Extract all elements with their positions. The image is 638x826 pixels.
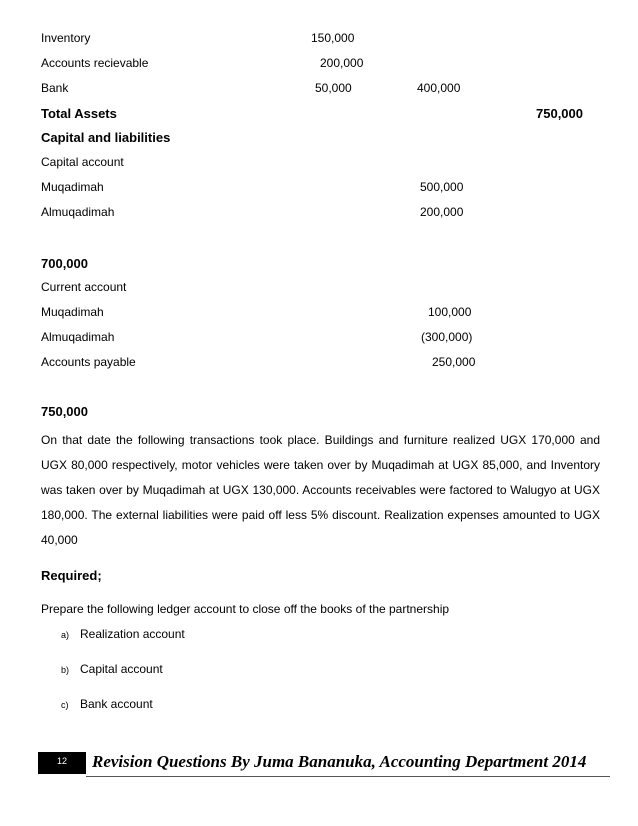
capital-almuqadimah-label: Almuqadimah xyxy=(41,205,115,219)
liabilities-subtotal: 750,000 xyxy=(41,404,88,419)
row-receivable-label: Accounts recievable xyxy=(41,56,149,70)
row-inventory-value: 150,000 xyxy=(311,31,355,45)
row-receivable-value: 200,000 xyxy=(320,56,364,70)
footer-page-number: 12 xyxy=(56,756,67,766)
task-b-text: Capital account xyxy=(80,662,163,676)
task-a-marker: a) xyxy=(61,630,70,640)
row-inventory-label: Inventory xyxy=(41,31,91,45)
row-bank-label: Bank xyxy=(41,81,69,95)
capital-account-label: Capital account xyxy=(41,155,124,169)
current-account-label: Current account xyxy=(41,280,127,294)
current-muqadimah-label: Muqadimah xyxy=(41,305,104,319)
payable-label: Accounts payable xyxy=(41,355,136,369)
capital-muqadimah-value: 500,000 xyxy=(420,180,464,194)
capital-subtotal: 700,000 xyxy=(41,256,88,271)
capital-liabilities-heading: Capital and liabilities xyxy=(41,130,171,145)
total-assets-value: 750,000 xyxy=(536,106,583,121)
current-almuqadimah-label: Almuqadimah xyxy=(41,330,115,344)
task-c-marker: c) xyxy=(61,700,69,710)
total-assets-label: Total Assets xyxy=(41,106,117,121)
current-almuqadimah-value: (300,000) xyxy=(421,330,473,344)
row-bank-value: 50,000 xyxy=(315,81,352,95)
task-b-marker: b) xyxy=(61,665,70,675)
current-muqadimah-value: 100,000 xyxy=(428,305,472,319)
transactions-paragraph: On that date the following transactions took place. Buildings and furniture realized UGX 170,000 and UGX 80,000 respectively, motor vehicles were taken over by Muqadimah at UGX 85,000, and Inventory was taken over by Muqadimah at UGX 130,000. Accounts receivables were factored to Walugyo at UGX 180,000. The external liabilities were paid off less 5% discount. Realization expenses amounted to UGX 40,000 xyxy=(41,433,600,547)
capital-almuqadimah-value: 200,000 xyxy=(420,205,464,219)
task-a-text: Realization account xyxy=(80,627,185,641)
payable-value: 250,000 xyxy=(432,355,476,369)
footer-title: Revision Questions By Juma Bananuka, Accounting Department 2014 xyxy=(92,752,587,771)
footer-divider xyxy=(86,776,610,777)
instruction-text: Prepare the following ledger account to close off the books of the partnership xyxy=(41,602,450,616)
capital-muqadimah-label: Muqadimah xyxy=(41,180,104,194)
required-heading: Required; xyxy=(41,568,102,583)
task-c-text: Bank account xyxy=(80,697,153,711)
row-bank-subtotal: 400,000 xyxy=(417,81,461,95)
